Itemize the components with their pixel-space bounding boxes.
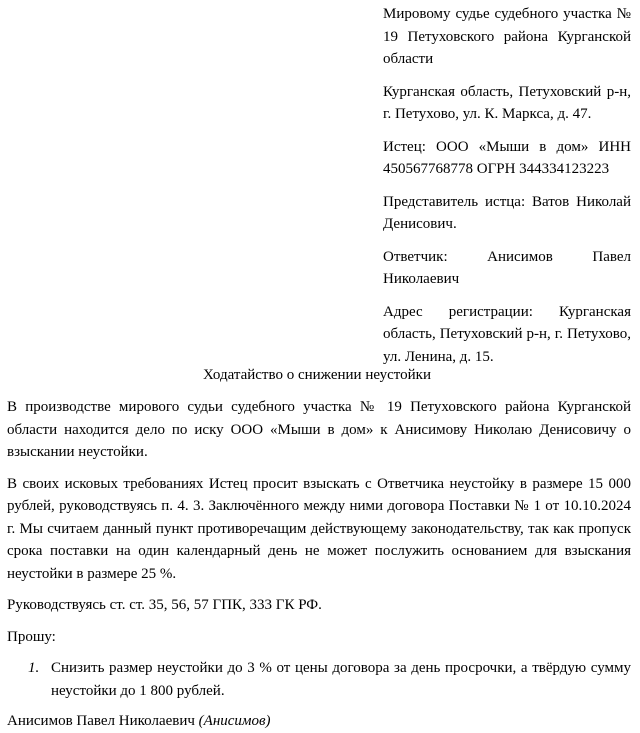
plaintiff-info: Истец: ООО «Мыши в дом» ИНН 450567768778 ОГРН 344334123223 [383,138,631,177]
request-list [7,657,631,702]
request-item [7,657,631,702]
request-label: Прошу: [7,628,56,645]
court-address: Курганская область, Петуховский р-н, г. Петухово, ул. К. Маркса, д. 47. [383,83,631,122]
body-paragraph-2: В своих исковых требованиях Истец просит взыскать с Ответчика неустойку в размере 15 000 рублей, руководствуясь п. 4. 3. Заключённого между ними договора Поставки № 1 от 10.10.2024 г. Мы считаем данный пункт противоречащим действующему законодательству, так как пропуск срока поставки на один календарный день не может послужить основанием для взыскания неустойки в размере 25 %. [7,475,631,582]
signature-mark: (Анисимов) [198,713,271,729]
addressee: Мировому судье судебного участка № 19 Петуховского района Курганской области [383,6,631,67]
representative-info: Представитель истца: Ватов Николай Денисович. [383,193,631,232]
registration-address: Адрес регистрации: Курганская область, Петуховский р-н, г. Петухово, ул. Ленина, д. 15. [383,303,631,365]
document-header [383,3,631,378]
body-paragraph-3: Руководствуясь ст. ст. 35, 56, 57 ГПК, 333 ГК РФ. [7,597,322,613]
body-paragraph-1: В производстве мирового судьи судебного участка № 19 Петуховского района Курганской области находится дело по иску ООО «Мыши в дом» к Анисимову Николаю Денисовичу о взыскании неустойки. [7,399,631,460]
request-item-number: 1. [28,660,40,676]
document-title: Ходатайство о снижении неустойки [202,367,431,383]
request-item-text: Снизить размер неустойки до 3 % от цены договора за день просрочки, а твёрдую сумму неустойки до 1 800 рублей. [51,660,631,699]
defendant-info: Ответчик: Анисимов Павел Николаевич [383,248,631,287]
signature-name: Анисимов Павел Николаевич [7,713,195,729]
signature-line [7,710,631,733]
document-body [7,396,631,733]
